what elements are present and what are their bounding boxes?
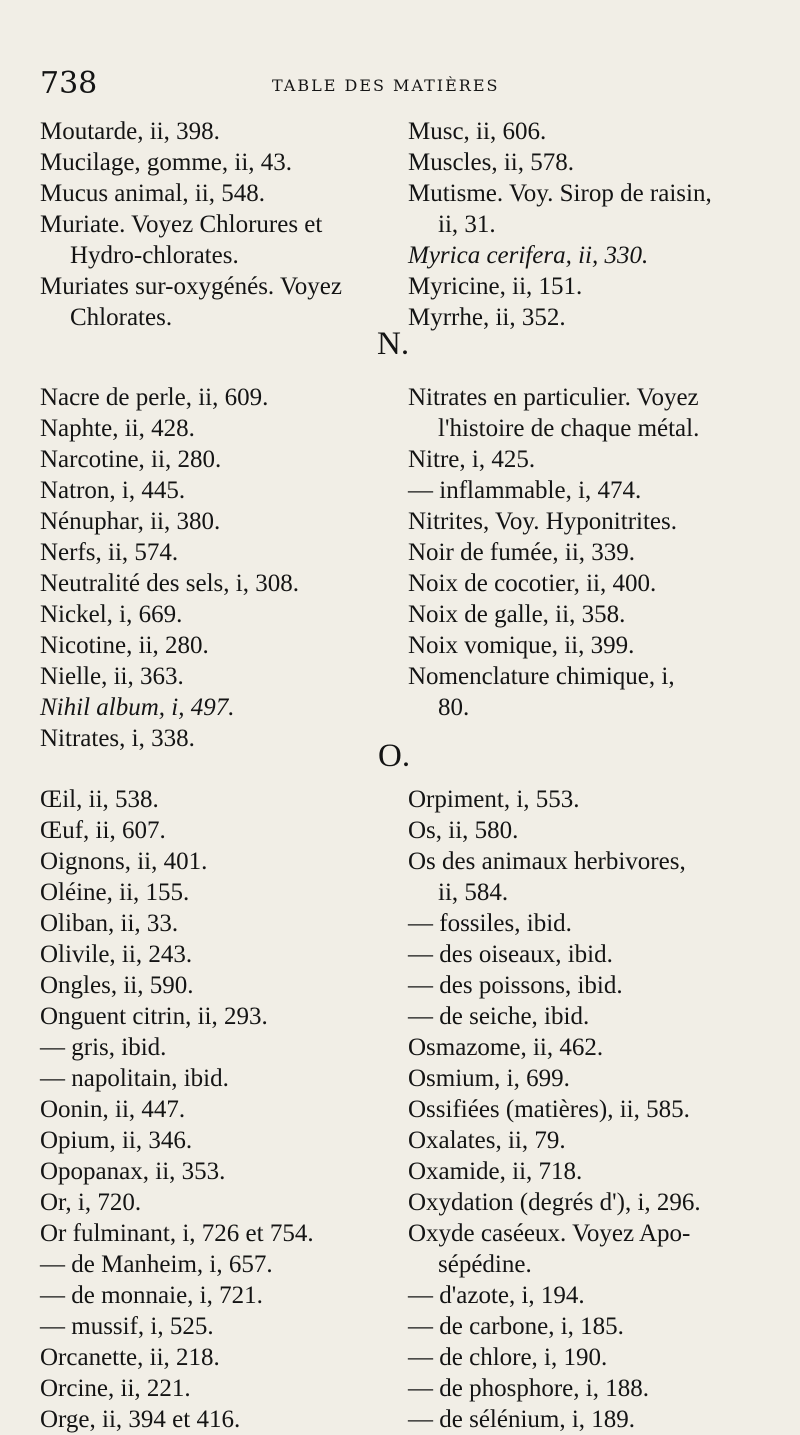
- section-o-left-column: [40, 784, 392, 1435]
- index-entry: — de sélénium, i, 189.: [408, 1406, 636, 1433]
- index-entry: Oignons, ii, 401.: [40, 848, 208, 875]
- index-entry: — inflammable, i, 474.: [408, 477, 642, 504]
- index-entry: Moutarde, ii, 398.: [40, 118, 220, 145]
- index-entry: Mutisme. Voy. Sirop de raisin,: [408, 180, 712, 207]
- index-entry: Nomenclature chimique, i,: [408, 663, 675, 690]
- index-entry: Œuf, ii, 607.: [40, 817, 166, 844]
- index-entry-continuation: Hydro-chlorates.: [70, 242, 239, 269]
- index-entry: Nitre, i, 425.: [408, 446, 536, 473]
- index-entry: Nénuphar, ii, 380.: [40, 508, 221, 535]
- index-entry: — mussif, i, 525.: [40, 1313, 214, 1340]
- index-entry: — napolitain, ibid.: [40, 1065, 229, 1092]
- index-entry: — de Manheim, i, 657.: [40, 1251, 273, 1278]
- index-entry: Myricine, ii, 151.: [408, 273, 583, 300]
- index-entry: Oonin, ii, 447.: [40, 1096, 186, 1123]
- index-entry: Nitrates en particulier. Voyez: [408, 384, 699, 411]
- index-entry: Oxyde caséeux. Voyez Apo-: [408, 1220, 691, 1247]
- index-entry-continuation: Chlorates.: [70, 304, 173, 331]
- index-entry: Nacre de perle, ii, 609.: [40, 384, 269, 411]
- index-entry: Mucus animal, ii, 548.: [40, 180, 265, 207]
- index-entry: Or, i, 720.: [40, 1189, 142, 1216]
- index-entry: Ongles, ii, 590.: [40, 972, 194, 999]
- index-entry: Oxydation (degrés d'), i, 296.: [408, 1189, 701, 1216]
- index-entry: Noix de galle, ii, 358.: [408, 601, 626, 628]
- index-entry: Neutralité des sels, i, 308.: [40, 570, 299, 597]
- index-entry: Nielle, ii, 363.: [40, 663, 184, 690]
- index-entry: Nihil album, i, 497.: [40, 694, 235, 721]
- index-entry-continuation: ii, 31.: [438, 211, 496, 238]
- section-m-left-column: [40, 116, 392, 333]
- index-entry: Noix vomique, ii, 399.: [408, 632, 635, 659]
- index-entry: Nitrates, i, 338.: [40, 725, 195, 752]
- running-title: TABLE DES MATIÈRES: [272, 76, 500, 95]
- index-entry: Orge, ii, 394 et 416.: [40, 1406, 241, 1433]
- index-entry: Oxamide, ii, 718.: [408, 1158, 583, 1185]
- index-entry-continuation: sépédine.: [438, 1251, 532, 1278]
- index-entry: Myrica cerifera, ii, 330.: [408, 242, 649, 269]
- index-entry: — gris, ibid.: [40, 1034, 167, 1061]
- index-entry: Orcanette, ii, 218.: [40, 1344, 220, 1371]
- page-header: [0, 66, 800, 106]
- index-entry: Orcine, ii, 221.: [40, 1375, 191, 1402]
- index-entry: Os, ii, 580.: [408, 817, 519, 844]
- index-entry: Osmazome, ii, 462.: [408, 1034, 604, 1061]
- index-entry: Noix de cocotier, ii, 400.: [408, 570, 657, 597]
- index-entry: Nerfs, ii, 574.: [40, 539, 179, 566]
- index-entry: Osmium, i, 699.: [408, 1065, 570, 1092]
- index-entry: Mucilage, gomme, ii, 43.: [40, 149, 293, 176]
- index-entry: — de phosphore, i, 188.: [408, 1375, 649, 1402]
- index-entry: Muscles, ii, 578.: [408, 149, 574, 176]
- index-entry: — d'azote, i, 194.: [408, 1282, 585, 1309]
- index-entry: Musc, ii, 606.: [408, 118, 547, 145]
- index-entry: Muriates sur-oxygénés. Voyez: [40, 273, 342, 300]
- index-entry: Oxalates, ii, 79.: [408, 1127, 566, 1154]
- index-entry: Os des animaux herbivores,: [408, 848, 686, 875]
- section-o-heading: O.: [378, 738, 411, 774]
- index-entry: — de seiche, ibid.: [408, 1003, 590, 1030]
- index-entry-continuation: l'histoire de chaque métal.: [438, 415, 700, 442]
- section-m-right-column: [408, 116, 768, 333]
- index-entry: Oliban, ii, 33.: [40, 910, 179, 937]
- index-entry: Natron, i, 445.: [40, 477, 186, 504]
- index-entry: — fossiles, ibid.: [408, 910, 572, 937]
- index-entry: Nickel, i, 669.: [40, 601, 183, 628]
- index-entry: Nitrites, Voy. Hyponitrites.: [408, 508, 677, 535]
- page-number: 738: [40, 66, 98, 101]
- index-entry: Ossifiées (matières), ii, 585.: [408, 1096, 690, 1123]
- index-entry: Noir de fumée, ii, 339.: [408, 539, 636, 566]
- index-entry: — des oiseaux, ibid.: [408, 941, 613, 968]
- index-entry: Muriate. Voyez Chlorures et: [40, 211, 323, 238]
- index-entry-continuation: 80.: [438, 694, 470, 721]
- index-entry: Nicotine, ii, 280.: [40, 632, 209, 659]
- section-n-heading: N.: [377, 326, 410, 362]
- index-entry: — de carbone, i, 185.: [408, 1313, 624, 1340]
- index-entry: Oléine, ii, 155.: [40, 879, 190, 906]
- section-o-right-column: [408, 784, 768, 1435]
- index-entry: — de monnaie, i, 721.: [40, 1282, 263, 1309]
- index-entry-continuation: ii, 584.: [438, 879, 509, 906]
- index-entry: Orpiment, i, 553.: [408, 786, 580, 813]
- index-entry: Naphte, ii, 428.: [40, 415, 195, 442]
- index-entry: — des poissons, ibid.: [408, 972, 623, 999]
- index-entry: Olivile, ii, 243.: [40, 941, 193, 968]
- index-entry: Opium, ii, 346.: [40, 1127, 193, 1154]
- index-entry: Œil, ii, 538.: [40, 786, 159, 813]
- index-entry: Narcotine, ii, 280.: [40, 446, 222, 473]
- index-entry: Or fulminant, i, 726 et 754.: [40, 1220, 314, 1247]
- index-entry: Myrrhe, ii, 352.: [408, 304, 566, 331]
- section-n-left-column: [40, 382, 392, 754]
- index-entry: Onguent citrin, ii, 293.: [40, 1003, 268, 1030]
- index-entry: Opopanax, ii, 353.: [40, 1158, 226, 1185]
- section-n-right-column: [408, 382, 768, 723]
- index-entry: — de chlore, i, 190.: [408, 1344, 608, 1371]
